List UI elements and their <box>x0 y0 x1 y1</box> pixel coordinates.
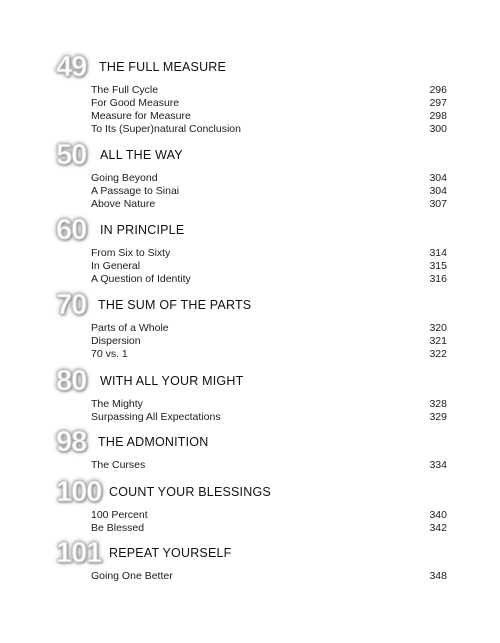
chapter-title: THE SUM OF THE PARTS <box>98 298 252 312</box>
toc-entry[interactable] <box>91 522 447 535</box>
toc-entry[interactable] <box>91 247 447 260</box>
entry-title: A Question of Identity <box>91 273 191 285</box>
entry-page: 315 <box>429 260 447 272</box>
entry-title: Surpassing All Expectations <box>91 411 221 423</box>
chapter-title: THE FULL MEASURE <box>99 60 227 74</box>
chapter-title: THE ADMONITION <box>98 435 209 449</box>
chapter-heading <box>0 427 500 457</box>
chapter-heading <box>0 290 500 320</box>
entry-title: In General <box>91 260 141 272</box>
chapter-101 <box>0 537 500 582</box>
toc-entry[interactable] <box>91 509 447 522</box>
toc-entry[interactable] <box>91 348 447 361</box>
chapter-title: ALL THE WAY <box>100 148 183 162</box>
chapter-49 <box>0 51 500 135</box>
toc-entry[interactable] <box>91 110 447 123</box>
chapter-entries <box>91 247 447 286</box>
chapter-heading <box>0 140 500 170</box>
entry-title: Above Nature <box>91 198 156 210</box>
chapter-heading <box>0 366 500 396</box>
entry-page: 307 <box>429 198 447 210</box>
chapter-entries <box>91 322 447 361</box>
entry-title: 100 Percent <box>91 509 148 521</box>
chapter-number: 50 <box>56 139 87 171</box>
entry-page: 314 <box>429 247 447 259</box>
chapter-heading <box>0 538 500 568</box>
chapter-number: 70 <box>56 289 87 321</box>
entry-title: 70 vs. 1 <box>91 348 128 360</box>
entry-title: Be Blessed <box>91 522 145 534</box>
entry-page: 342 <box>429 522 447 534</box>
entry-title: A Passage to Sinai <box>91 185 180 197</box>
toc-entry[interactable] <box>91 185 447 198</box>
entry-page: 296 <box>429 84 447 96</box>
entry-page: 322 <box>429 348 447 360</box>
entry-page: 340 <box>429 509 447 521</box>
chapter-number: 80 <box>56 365 87 397</box>
entry-page: 334 <box>429 459 447 471</box>
toc-entry[interactable] <box>91 411 447 424</box>
entry-page: 320 <box>429 322 447 334</box>
entry-page: 329 <box>429 411 447 423</box>
toc-entry[interactable] <box>91 97 447 110</box>
entry-page: 328 <box>429 398 447 410</box>
entry-title: Parts of a Whole <box>91 322 169 334</box>
chapter-heading <box>0 215 500 245</box>
chapter-entries <box>91 84 447 136</box>
toc-entry[interactable] <box>91 459 447 472</box>
entry-page: 321 <box>429 335 447 347</box>
entry-title: Dispersion <box>91 335 141 347</box>
chapter-number: 49 <box>56 51 87 83</box>
chapter-entries <box>91 172 447 211</box>
chapter-entries <box>91 509 447 535</box>
toc-entry[interactable] <box>91 273 447 286</box>
entry-title: From Six to Sixty <box>91 247 171 259</box>
chapter-heading <box>0 52 500 82</box>
toc-entry[interactable] <box>91 322 447 335</box>
chapter-number: 101 <box>56 537 102 569</box>
chapter-title: IN PRINCIPLE <box>100 223 185 237</box>
chapter-80 <box>0 365 500 423</box>
chapter-60 <box>0 214 500 285</box>
toc-entry[interactable] <box>91 198 447 211</box>
toc-entry[interactable] <box>91 260 447 273</box>
toc-entry[interactable] <box>91 398 447 411</box>
chapter-98 <box>0 426 500 471</box>
chapter-title: COUNT YOUR BLESSINGS <box>109 485 271 499</box>
toc-entry[interactable] <box>91 172 447 185</box>
chapter-number: 98 <box>56 426 87 458</box>
chapter-title: REPEAT YOURSELF <box>109 546 232 560</box>
entry-title: To Its (Super)natural Conclusion <box>91 123 241 135</box>
chapter-title: WITH ALL YOUR MIGHT <box>100 374 244 388</box>
entry-title: Going One Better <box>91 570 173 582</box>
chapter-70 <box>0 289 500 360</box>
entry-page: 297 <box>429 97 447 109</box>
entry-page: 316 <box>429 273 447 285</box>
entry-title: The Full Cycle <box>91 84 159 96</box>
entry-title: Going Beyond <box>91 172 158 184</box>
entry-page: 304 <box>429 185 447 197</box>
toc-entry[interactable] <box>91 84 447 97</box>
entry-title: The Curses <box>91 459 146 471</box>
chapter-number: 100 <box>56 476 102 508</box>
entry-page: 300 <box>429 123 447 135</box>
toc-entry[interactable] <box>91 123 447 136</box>
entry-page: 304 <box>429 172 447 184</box>
toc-entry[interactable] <box>91 570 447 583</box>
toc-entry[interactable] <box>91 335 447 348</box>
entry-title: The Mighty <box>91 398 143 410</box>
chapter-number: 60 <box>56 214 87 246</box>
chapter-entries <box>91 459 447 472</box>
chapter-entries <box>91 570 447 583</box>
chapter-entries <box>91 398 447 424</box>
entry-title: Measure for Measure <box>91 110 191 122</box>
chapter-50 <box>0 139 500 210</box>
entry-page: 348 <box>429 570 447 582</box>
entry-page: 298 <box>429 110 447 122</box>
entry-title: For Good Measure <box>91 97 180 109</box>
chapter-heading <box>0 477 500 507</box>
chapter-100 <box>0 476 500 534</box>
